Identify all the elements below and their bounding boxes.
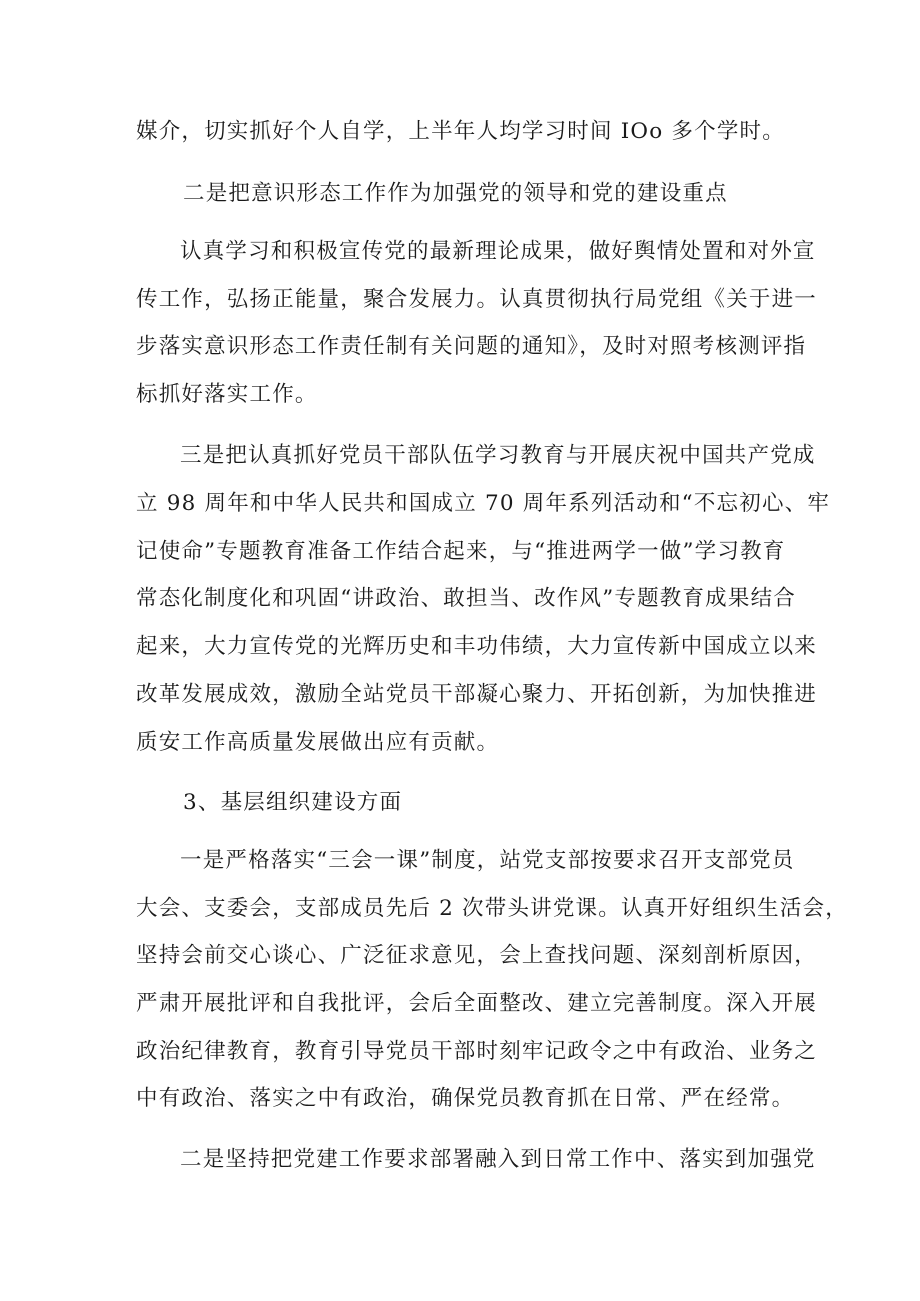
- paragraph-line: 起来，大力宣传党的光辉历史和丰功伟绩，大力宣传新中国成立以来: [136, 634, 818, 659]
- paragraph-line: 认真学习和积极宣传党的最新理论成果，做好舆情处置和对外宣: [180, 239, 816, 264]
- paragraph-line: 立 98 周年和中华人民共和国成立 70 周年系列活动和“不忘初心、牢: [136, 491, 831, 516]
- paragraph-line: 媒介，切实抓好个人自学，上半年人均学习时间 IOo 多个学时。: [136, 119, 785, 144]
- paragraph-line: 严肃开展批评和自我批评，会后全面整改、建立完善制度。深入开展: [136, 991, 818, 1016]
- section-heading: 二是把意识形态工作作为加强党的领导和党的建设重点: [183, 181, 728, 206]
- paragraph-line: 质安工作高质量发展做出应有贡献。: [136, 730, 500, 755]
- paragraph-line: 政治纪律教育，教育引导党员干部时刻牢记政令之中有政治、业务之: [136, 1039, 818, 1064]
- paragraph-line: 坚持会前交心谈心、广泛征求意见，会上查找问题、深刻剖析原因，: [136, 943, 818, 968]
- section-heading: 3、基层组织建设方面: [183, 790, 403, 815]
- paragraph-line: 大会、支委会，支部成员先后 2 次带头讲党课。认真开好组织生活会，: [136, 896, 848, 921]
- paragraph-line: 标抓好落实工作。: [136, 382, 318, 407]
- paragraph-line: 改革发展成效，激励全站党员干部凝心聚力、开拓创新，为加快推进: [136, 682, 818, 707]
- paragraph-line: 中有政治、落实之中有政治，确保党员教育抓在日常、严在经常。: [136, 1086, 795, 1111]
- paragraph-line: 三是把认真抓好党员干部队伍学习教育与开展庆祝中国共产党成: [180, 443, 816, 468]
- paragraph-line: 常态化制度化和巩固“讲政治、敢担当、改作风”专题教育成果结合: [136, 586, 796, 611]
- paragraph-line: 一是严格落实“三会一课”制度，站党支部按要求召开支部党员: [180, 848, 795, 873]
- paragraph-line: 记使命”专题教育准备工作结合起来，与“推进两学一做”学习教育: [136, 539, 786, 564]
- paragraph-line: 传工作，弘扬正能量，聚合发展力。认真贯彻执行局党组《关于进一: [136, 287, 818, 312]
- paragraph-line: 步落实意识形态工作责任制有关问题的通知》，及时对照考核测评指: [136, 334, 807, 359]
- paragraph-line: 二是坚持把党建工作要求部署融入到日常工作中、落实到加强党: [180, 1147, 816, 1172]
